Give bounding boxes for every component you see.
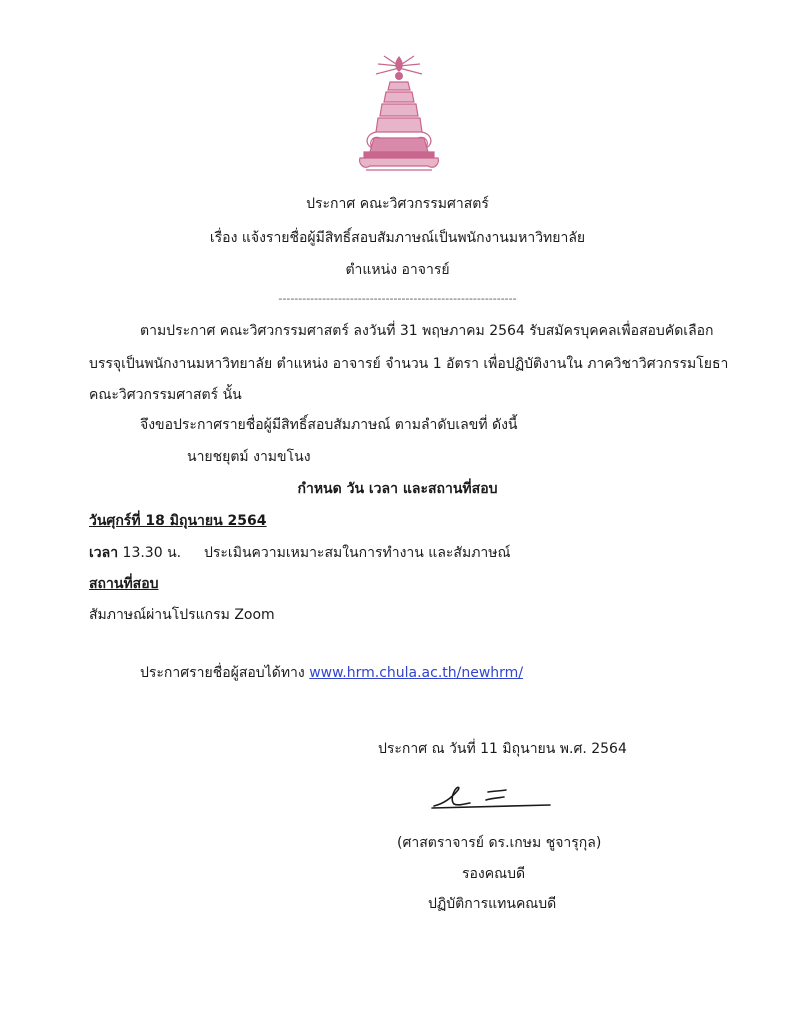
exam-activity: ประเมินความเหมาะสมในการทำงาน และสัมภาษณ์: [204, 545, 511, 561]
venue-value: สัมภาษณ์ผ่านโปรแกรม Zoom: [89, 607, 275, 623]
position-title: ตำแหน่ง อาจารย์: [345, 262, 450, 278]
results-text: ประกาศรายชื่อผู้สอบได้ทาง: [140, 665, 305, 681]
paragraph-1-line-1: ตามประกาศ คณะวิศวกรรมศาสตร์ ลงวันที่ 31 พฤษภาคม 2564 รับสมัครบุคคลเพื่อสอบคัดเลือก: [140, 323, 714, 339]
paragraph-2: จึงขอประกาศรายชื่อผู้มีสิทธิ์สอบสัมภาษณ์ ตามลำดับเลขที่ ดังนี้: [140, 417, 518, 433]
paragraph-1-line-3: คณะวิศวกรรมศาสตร์ นั้น: [89, 387, 242, 403]
candidate-name: นายชยุตม์ งามขโนง: [187, 449, 311, 465]
exam-date: วันศุกร์ที่ 18 มิถุนายน 2564: [89, 513, 267, 529]
acting-for: ปฏิบัติการแทนคณบดี: [428, 896, 557, 912]
paragraph-1-line-2: บรรจุเป็นพนักงานมหาวิทยาลัย ตำแหน่ง อาจารย์ จำนวน 1 อัตรา เพื่อปฏิบัติงานใน ภาควิชาวิศวกรรมโยธา: [89, 356, 729, 372]
results-announcement: [140, 662, 523, 684]
exam-time-row: [89, 542, 181, 564]
announcement-subject: เรื่อง แจ้งรายชื่อผู้มีสิทธิ์สอบสัมภาษณ์เป็นพนักงานมหาวิทยาลัย: [209, 230, 586, 246]
time-value: 13.30 น.: [122, 545, 182, 561]
schedule-heading: กำหนด วัน เวลา และสถานที่สอบ: [297, 481, 498, 497]
announcement-date: ประกาศ ณ วันที่ 11 มิถุนายน พ.ศ. 2564: [378, 741, 627, 757]
signer-title: รองคณบดี: [462, 866, 526, 882]
announcement-title: ประกาศ คณะวิศวกรรมศาสตร์: [306, 196, 489, 212]
time-label: เวลา: [89, 545, 119, 561]
handwritten-signature-icon: [428, 778, 554, 814]
signer-name: (ศาสตราจารย์ ดร.เกษม ชูจารุกุล): [397, 835, 602, 851]
divider-line: ------------------------------------------------------------: [278, 292, 517, 305]
chula-emblem-icon: [356, 52, 442, 174]
venue-label: สถานที่สอบ: [89, 576, 159, 592]
hrm-link[interactable]: www.hrm.chula.ac.th/newhrm/: [309, 665, 524, 681]
